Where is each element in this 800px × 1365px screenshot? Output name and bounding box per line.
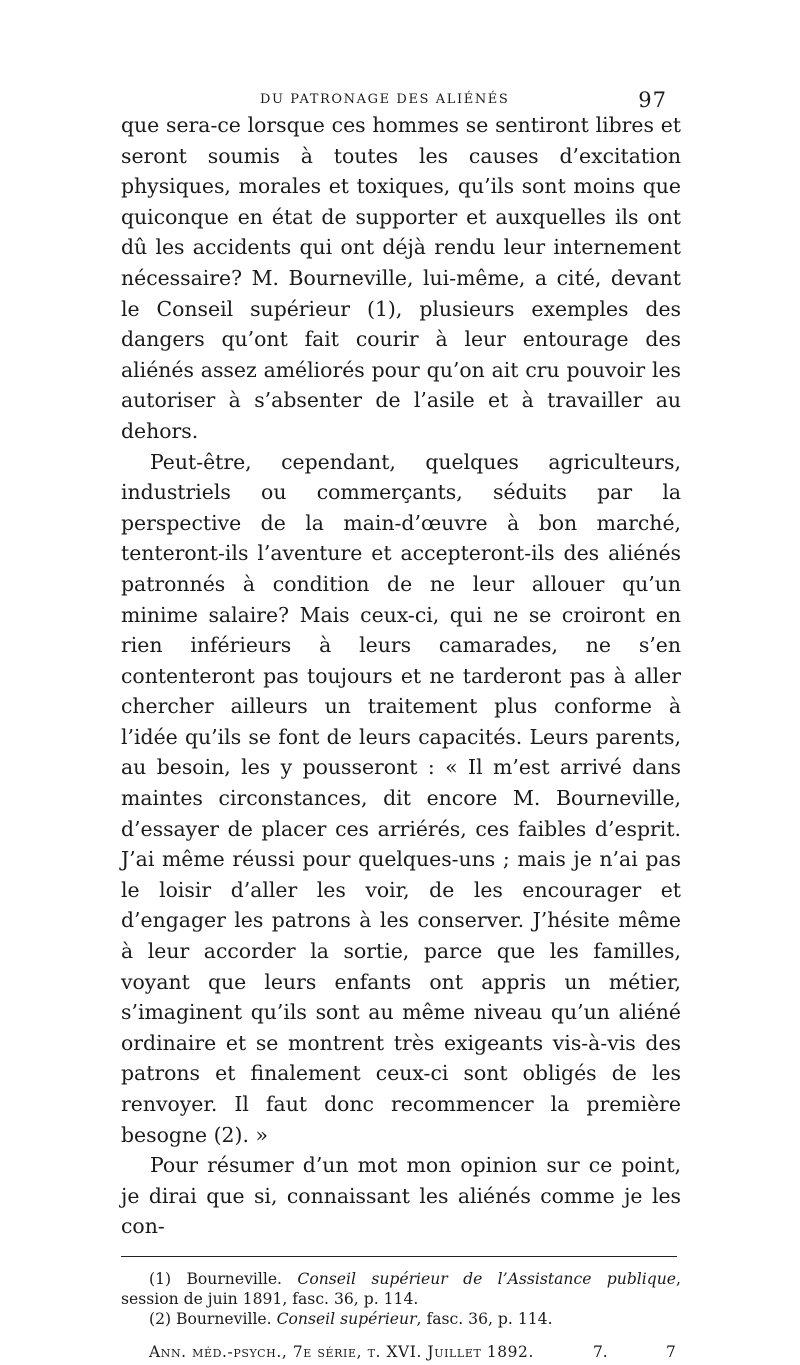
printer-signature-line: [121, 1343, 681, 1365]
journal-reference: Ann. méd.-psych., 7e série, t. XVI. Juillet 1892.: [149, 1342, 534, 1361]
running-title: DU PATRONAGE DES ALIÉNÉS: [260, 92, 510, 107]
footnote-1-marker: (1) Bourneville.: [149, 1269, 298, 1288]
body-text: [121, 110, 681, 1242]
footnote-divider: [121, 1256, 677, 1257]
sheet-mark: 7: [666, 1342, 676, 1361]
book-page: [121, 88, 681, 1365]
page-number: 97: [638, 88, 667, 112]
footnotes: [121, 1269, 681, 1329]
footnote-1-rest: , session de juin 1891, fasc. 36, p. 114.: [121, 1269, 681, 1308]
footnote-2: [121, 1309, 681, 1329]
paragraph-1: que sera-ce lorsque ces hommes se sentiront libres et seront soumis à toutes les causes d’excitation physiques, morales et toxiques, qu’ils sont moins que quiconque en état de supporter et auxquelles ils ont dû les accidents qui ont déjà rendu leur internement nécessaire? M. Bourneville, lui-même, a cité, devant le Conseil supérieur (1), plusieurs exemples des dangers qu’ont fait courir à leur entourage des aliénés assez améliorés pour qu’on ait cru pouvoir les autoriser à s’absenter de l’asile et à travailler au dehors.: [121, 113, 681, 443]
footnote-1: [121, 1269, 681, 1309]
footnote-2-marker: (2) Bourneville.: [149, 1309, 277, 1328]
footnote-2-rest: , fasc. 36, p. 114.: [416, 1309, 553, 1328]
footnote-1-title: Conseil supérieur de l’Assistance publique: [297, 1269, 677, 1288]
paragraph-3: Pour résumer d’un mot mon opinion sur ce point, je dirai que si, connaissant les aliénés comme je les con-: [121, 1153, 681, 1239]
footnote-2-title: Conseil supérieur: [276, 1309, 417, 1328]
sheet-number: 7.: [593, 1342, 608, 1361]
running-head: [121, 88, 681, 118]
paragraph-2: Peut-être, cependant, quelques agriculteurs, industriels ou commerçants, séduits par la perspective de la main-d’œuvre à bon marché, tenteront-ils l’aventure et accepteront-ils des aliénés patronnés à condition de ne leur allouer qu’un minime salaire? Mais ceux-ci, qui ne se croiront en rien inférieurs à leurs camarades, ne s’en contenteront pas toujours et ne tarderont pas à aller chercher ailleurs un traitement plus conforme à l’idée qu’ils se font de leurs capacités. Leurs parents, au besoin, les y pousseront : « Il m’est arrivé dans maintes circonstances, dit encore M. Bourneville, d’essayer de placer ces arriérés, ces faibles d’esprit. J’ai même réussi pour quelques-uns ; mais je n’ai pas le loisir d’aller les voir, de les encourager et d’engager les patrons à les conserver. J’hésite même à leur accorder la sortie, parce que les familles, voyant que leurs enfants ont appris un métier, s’imaginent qu’ils sont au même niveau qu’un aliéné ordinaire et se montrent très exigeants vis-à-vis des patrons et finalement ceux-ci sont obligés de les renvoyer. Il faut donc recommencer la première besogne (2). »: [121, 449, 681, 1147]
